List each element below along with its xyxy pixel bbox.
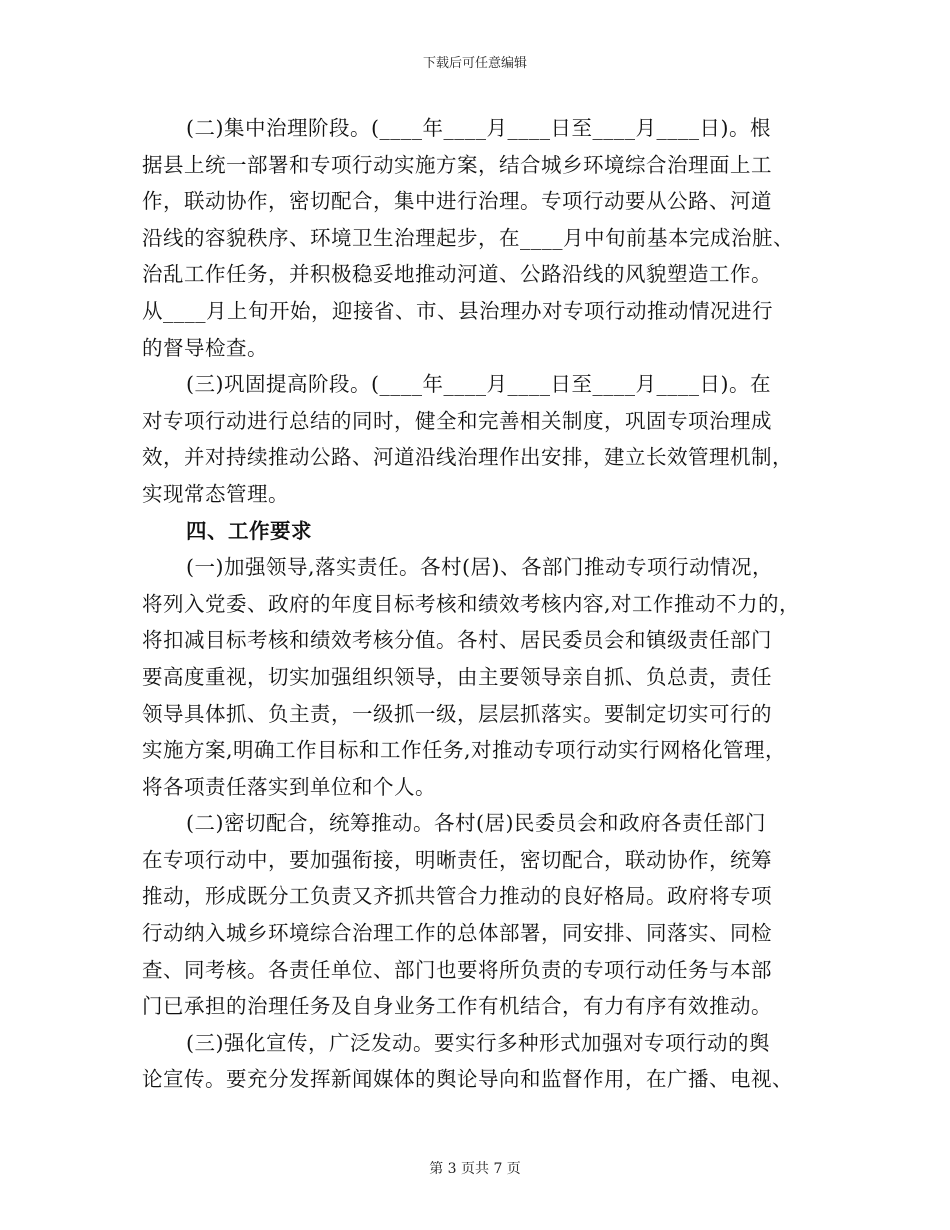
text-line: 将扣减目标考核和绩效考核分值。各村、居民委员会和镇级责任部门 — [142, 628, 772, 653]
text-line: 论宣传。要充分发挥新闻媒体的舆论导向和监督作用，在广播、电视、 — [142, 1067, 793, 1092]
text-line: (一)加强领导,落实责任。各村(居)、各部门推动专项行动情况， — [186, 555, 774, 580]
text-line: 的督导检查。 — [142, 335, 268, 360]
page-header: 下载后可任意编辑 — [422, 56, 527, 71]
text-line: 在专项行动中，要加强衔接，明晰责任，密切配合，联动协作，统筹 — [142, 847, 772, 872]
document-body — [142, 110, 802, 1098]
text-line: 沿线的容貌秩序、环境卫生治理起步，在____月中旬前基本完成治脏、 — [142, 225, 794, 250]
text-line: 查、同考核。各责任单位、部门也要将所负责的专项行动任务与本部 — [142, 957, 772, 982]
text-line: 实现常态管理。 — [142, 481, 289, 506]
text-line: 将列入党委、政府的年度目标考核和绩效考核内容,对工作推动不力的， — [142, 591, 801, 616]
text-line: 要高度重视，切实加强组织领导，由主要领导亲自抓、负总责，责任 — [142, 664, 772, 689]
text-line: 治乱工作任务，并积极稳妥地推动河道、公路沿线的风貌塑造工作。 — [142, 262, 772, 287]
text-line: 对专项行动进行总结的同时，健全和完善相关制度，巩固专项治理成 — [142, 408, 772, 433]
text-line: 推动，形成既分工负责又齐抓共管合力推动的良好格局。政府将专项 — [142, 884, 772, 909]
text-line: (三)强化宣传，广泛发动。要实行多种形式加强对专项行动的舆 — [186, 1030, 770, 1055]
text-line: 效，并对持续推动公路、河道沿线治理作出安排，建立长效管理机制， — [142, 445, 793, 470]
text-line: 从____月上旬开始，迎接省、市、县治理办对专项行动推动情况进行 — [142, 298, 773, 323]
text-line: 领导具体抓、负主责，一级抓一级，层层抓落实。要制定切实可行的 — [142, 701, 772, 726]
text-line: 据县上统一部署和专项行动实施方案，结合城乡环境综合治理面上工 — [142, 152, 772, 177]
text-line: 实施方案,明确工作目标和工作任务,对推动专项行动实行网格化管理， — [142, 738, 787, 763]
text-line: 行动纳入城乡环境综合治理工作的总体部署，同安排、同落实、同检 — [142, 921, 772, 946]
text-line: (三)巩固提高阶段。(____年____月____日至____月____日)。在 — [186, 372, 771, 397]
text-line: (二)集中治理阶段。(____年____月____日至____月____日)。根 — [186, 116, 771, 140]
section-heading: 四、工作要求 — [186, 518, 312, 543]
text-line: (二)密切配合，统筹推动。各村(居)民委员会和政府各责任部门 — [186, 811, 766, 836]
text-line: 门已承担的治理任务及自身业务工作有机结合，有力有序有效推动。 — [142, 994, 772, 1019]
text-line: 将各项责任落实到单位和个人。 — [142, 774, 436, 799]
page-footer: 第 3 页共 7 页 — [429, 1161, 521, 1177]
text-line: 作，联动协作，密切配合，集中进行治理。专项行动要从公路、河道 — [142, 189, 772, 214]
